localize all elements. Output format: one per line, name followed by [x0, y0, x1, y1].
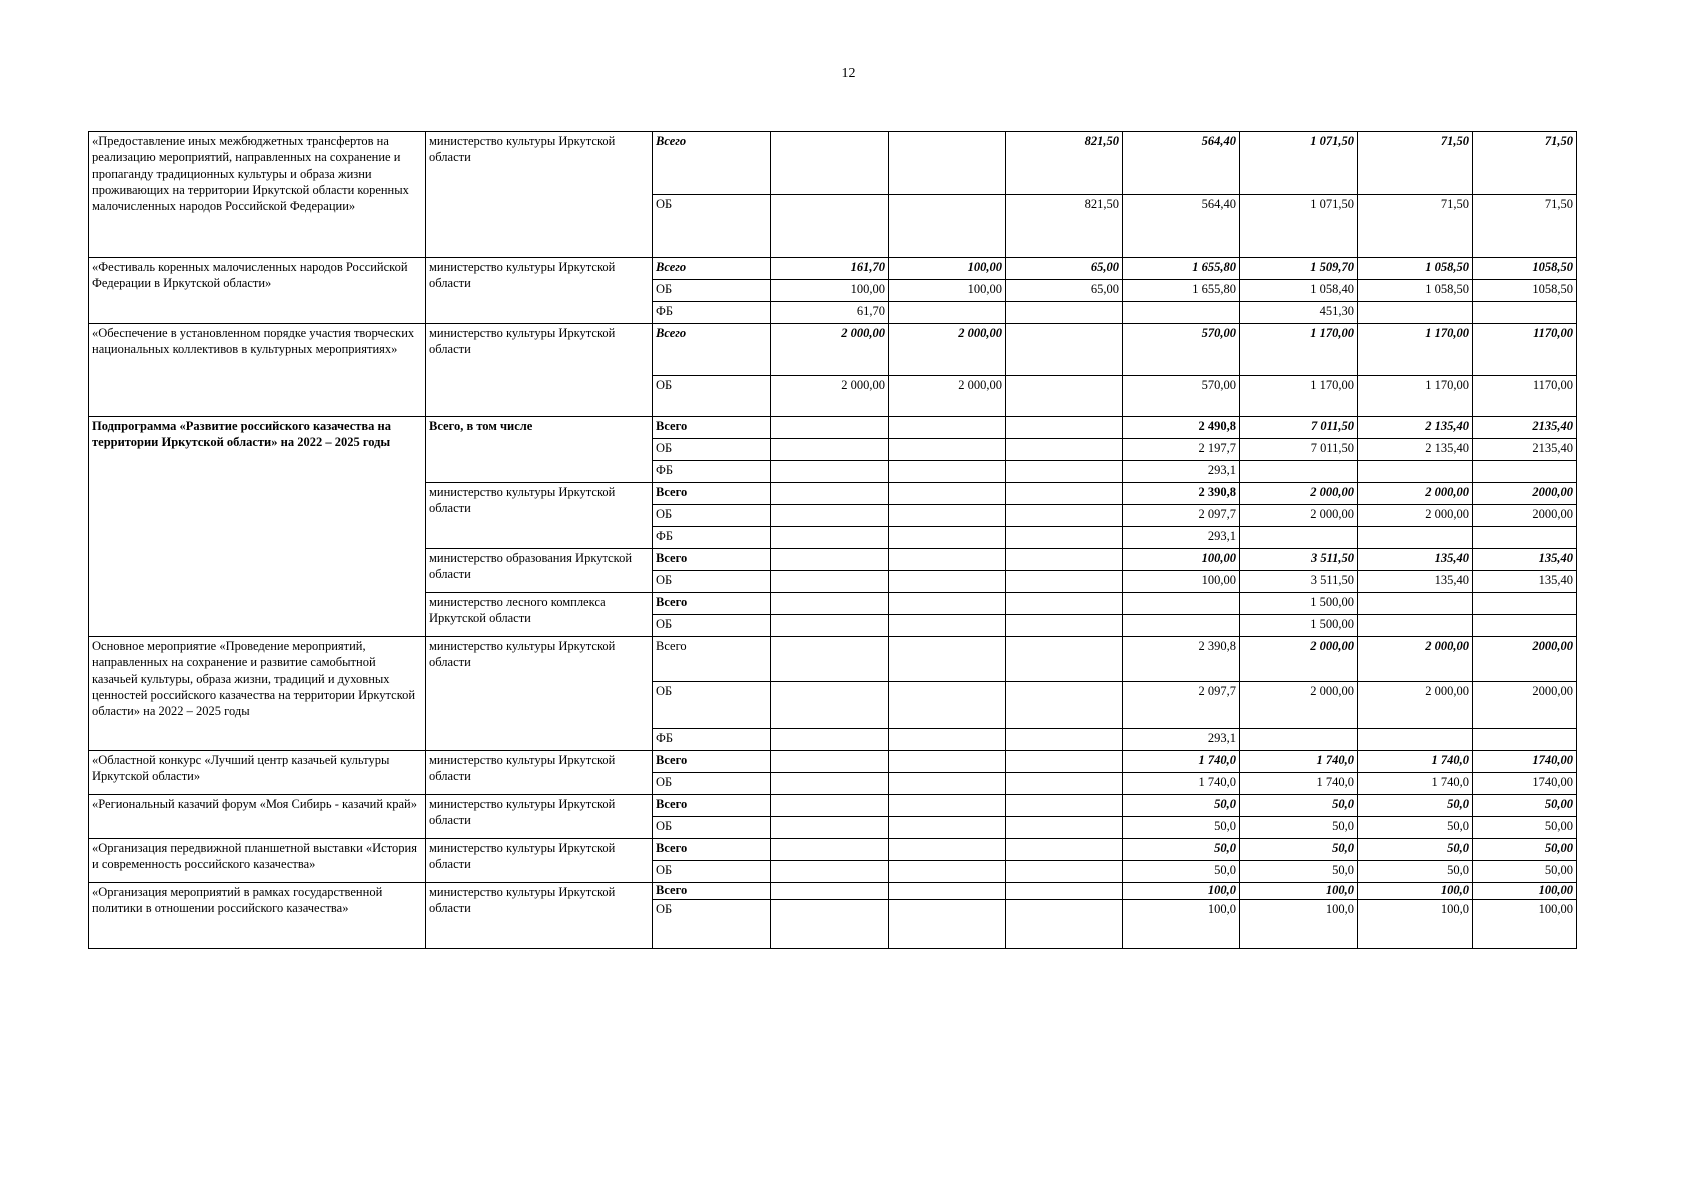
value-cell: 50,0: [1123, 839, 1240, 861]
value-cell: [1473, 729, 1577, 751]
value-cell: [771, 751, 889, 773]
value-cell: [889, 132, 1006, 195]
value-cell: [771, 195, 889, 258]
source-label: Всего: [653, 258, 771, 280]
value-cell: 50,0: [1358, 839, 1473, 861]
value-cell: 50,0: [1358, 861, 1473, 883]
source-label: ФБ: [653, 461, 771, 483]
value-cell: 1 740,0: [1358, 773, 1473, 795]
value-cell: 1 740,0: [1358, 751, 1473, 773]
value-cell: [1006, 682, 1123, 729]
value-cell: [889, 549, 1006, 571]
value-cell: [1006, 483, 1123, 505]
value-cell: 50,0: [1123, 795, 1240, 817]
value-cell: [1123, 615, 1240, 637]
executor: министерство лесного комплекса Иркутской области: [426, 593, 653, 637]
value-cell: 50,0: [1358, 795, 1473, 817]
value-cell: 100,00: [1123, 571, 1240, 593]
value-cell: [771, 132, 889, 195]
value-cell: 2000,00: [1473, 505, 1577, 527]
value-cell: 2000,00: [1473, 682, 1577, 729]
value-cell: [771, 795, 889, 817]
value-cell: 2 000,00: [1240, 637, 1358, 682]
value-cell: 1170,00: [1473, 324, 1577, 376]
source-label: ОБ: [653, 195, 771, 258]
source-label: Всего: [653, 417, 771, 439]
value-cell: 2 000,00: [1240, 505, 1358, 527]
value-cell: 50,0: [1358, 817, 1473, 839]
value-cell: 1 170,00: [1358, 376, 1473, 417]
activity-name: «Предоставление иных межбюджетных трансфертов на реализацию мероприятий, направленных на сохранение и пропаганду традиционных культуры и образа жизни проживающих на территории Иркутской области коренных малочисленных народов Российской Федерации»: [89, 132, 426, 258]
value-cell: 65,00: [1006, 280, 1123, 302]
source-label: Всего: [653, 883, 771, 900]
value-cell: [1473, 461, 1577, 483]
value-cell: [1006, 883, 1123, 900]
value-cell: 1 058,50: [1358, 258, 1473, 280]
value-cell: 1 740,0: [1240, 751, 1358, 773]
value-cell: [889, 682, 1006, 729]
value-cell: [771, 483, 889, 505]
value-cell: [771, 527, 889, 549]
value-cell: [771, 839, 889, 861]
activity-name: Основное мероприятие «Проведение мероприятий, направленных на сохранение и развитие самобытной казачьей культуры, образа жизни, традиций и духовных ценностей российского казачества на территории Иркутской области» на 2022 – 2025 годы: [89, 637, 426, 751]
activity-name: «Региональный казачий форум «Моя Сибирь - казачий край»: [89, 795, 426, 839]
value-cell: [771, 861, 889, 883]
value-cell: [1006, 549, 1123, 571]
value-cell: [1358, 527, 1473, 549]
value-cell: [1006, 615, 1123, 637]
value-cell: 1 058,40: [1240, 280, 1358, 302]
value-cell: 100,0: [1358, 900, 1473, 949]
value-cell: 1 170,00: [1240, 376, 1358, 417]
value-cell: 7 011,50: [1240, 417, 1358, 439]
value-cell: [1240, 461, 1358, 483]
value-cell: [771, 461, 889, 483]
value-cell: [1006, 751, 1123, 773]
source-label: ФБ: [653, 527, 771, 549]
source-label: ОБ: [653, 773, 771, 795]
value-cell: [889, 615, 1006, 637]
value-cell: 2 390,8: [1123, 637, 1240, 682]
value-cell: [1006, 773, 1123, 795]
value-cell: [771, 773, 889, 795]
value-cell: [1473, 593, 1577, 615]
value-cell: [1006, 593, 1123, 615]
value-cell: 1 071,50: [1240, 132, 1358, 195]
value-cell: 100,0: [1240, 883, 1358, 900]
executor: Всего, в том числе: [426, 417, 653, 483]
value-cell: 50,0: [1240, 861, 1358, 883]
value-cell: 1 170,00: [1240, 324, 1358, 376]
value-cell: 61,70: [771, 302, 889, 324]
value-cell: [1006, 637, 1123, 682]
value-cell: 564,40: [1123, 132, 1240, 195]
value-cell: 71,50: [1473, 132, 1577, 195]
source-label: ФБ: [653, 302, 771, 324]
value-cell: 570,00: [1123, 324, 1240, 376]
value-cell: [771, 505, 889, 527]
value-cell: [889, 861, 1006, 883]
value-cell: 1 500,00: [1240, 593, 1358, 615]
value-cell: [1473, 615, 1577, 637]
value-cell: [889, 637, 1006, 682]
source-label: ОБ: [653, 505, 771, 527]
value-cell: 1 500,00: [1240, 615, 1358, 637]
value-cell: [771, 417, 889, 439]
value-cell: 821,50: [1006, 132, 1123, 195]
value-cell: [889, 195, 1006, 258]
value-cell: [889, 571, 1006, 593]
value-cell: [889, 729, 1006, 751]
source-label: ОБ: [653, 376, 771, 417]
value-cell: 2 000,00: [771, 324, 889, 376]
value-cell: [1006, 461, 1123, 483]
value-cell: [1006, 302, 1123, 324]
executor: министерство культуры Иркутской области: [426, 883, 653, 949]
source-label: ОБ: [653, 817, 771, 839]
value-cell: 71,50: [1473, 195, 1577, 258]
value-cell: [1358, 615, 1473, 637]
value-cell: 135,40: [1473, 549, 1577, 571]
value-cell: 1 655,80: [1123, 280, 1240, 302]
value-cell: 50,0: [1123, 861, 1240, 883]
value-cell: 50,00: [1473, 817, 1577, 839]
value-cell: [889, 817, 1006, 839]
value-cell: [771, 883, 889, 900]
source-label: ОБ: [653, 900, 771, 949]
value-cell: 100,0: [1123, 900, 1240, 949]
value-cell: 135,40: [1358, 549, 1473, 571]
value-cell: [889, 883, 1006, 900]
executor: министерство культуры Иркутской области: [426, 795, 653, 839]
value-cell: [889, 773, 1006, 795]
value-cell: [1473, 302, 1577, 324]
value-cell: [1473, 527, 1577, 549]
value-cell: 71,50: [1358, 195, 1473, 258]
value-cell: 2 000,00: [1358, 637, 1473, 682]
value-cell: 293,1: [1123, 729, 1240, 751]
value-cell: 100,0: [1358, 883, 1473, 900]
executor: министерство культуры Иркутской области: [426, 839, 653, 883]
value-cell: 293,1: [1123, 527, 1240, 549]
value-cell: [1006, 900, 1123, 949]
value-cell: 3 511,50: [1240, 549, 1358, 571]
value-cell: [1006, 839, 1123, 861]
value-cell: 451,30: [1240, 302, 1358, 324]
value-cell: [889, 505, 1006, 527]
value-cell: 2 097,7: [1123, 505, 1240, 527]
value-cell: 1 170,00: [1358, 324, 1473, 376]
value-cell: 1 058,50: [1358, 280, 1473, 302]
value-cell: 161,70: [771, 258, 889, 280]
value-cell: [771, 817, 889, 839]
executor: министерство культуры Иркутской области: [426, 324, 653, 417]
source-label: ОБ: [653, 280, 771, 302]
value-cell: [889, 302, 1006, 324]
value-cell: 135,40: [1473, 571, 1577, 593]
value-cell: 1 509,70: [1240, 258, 1358, 280]
value-cell: [889, 439, 1006, 461]
value-cell: [1006, 527, 1123, 549]
value-cell: [771, 637, 889, 682]
source-label: Всего: [653, 483, 771, 505]
value-cell: [771, 729, 889, 751]
value-cell: [889, 839, 1006, 861]
value-cell: [1006, 817, 1123, 839]
value-cell: [889, 483, 1006, 505]
value-cell: 1 071,50: [1240, 195, 1358, 258]
value-cell: 2 390,8: [1123, 483, 1240, 505]
executor: министерство образования Иркутской области: [426, 549, 653, 593]
value-cell: 2 000,00: [771, 376, 889, 417]
value-cell: 100,00: [1473, 900, 1577, 949]
source-label: ОБ: [653, 439, 771, 461]
activity-name: «Фестиваль коренных малочисленных народов Российской Федерации в Иркутской области»: [89, 258, 426, 324]
value-cell: 2 197,7: [1123, 439, 1240, 461]
value-cell: [1358, 461, 1473, 483]
value-cell: 2 000,00: [1358, 505, 1473, 527]
value-cell: [771, 682, 889, 729]
value-cell: [889, 751, 1006, 773]
value-cell: [1006, 439, 1123, 461]
value-cell: [889, 795, 1006, 817]
value-cell: [1006, 505, 1123, 527]
value-cell: 564,40: [1123, 195, 1240, 258]
value-cell: 50,0: [1123, 817, 1240, 839]
value-cell: 71,50: [1358, 132, 1473, 195]
value-cell: 100,0: [1240, 900, 1358, 949]
value-cell: 50,00: [1473, 839, 1577, 861]
value-cell: [1006, 324, 1123, 376]
value-cell: 2000,00: [1473, 483, 1577, 505]
value-cell: [1006, 376, 1123, 417]
value-cell: [1006, 729, 1123, 751]
source-label: ОБ: [653, 861, 771, 883]
value-cell: 2 000,00: [889, 376, 1006, 417]
value-cell: 100,00: [1123, 549, 1240, 571]
value-cell: 100,0: [1123, 883, 1240, 900]
value-cell: [1006, 795, 1123, 817]
source-label: Всего: [653, 795, 771, 817]
value-cell: 50,0: [1240, 817, 1358, 839]
value-cell: 1 740,0: [1240, 773, 1358, 795]
activity-name: «Организация передвижной планшетной выставки «История и современность российского казачества»: [89, 839, 426, 883]
value-cell: 50,0: [1240, 839, 1358, 861]
value-cell: 2 135,40: [1358, 417, 1473, 439]
value-cell: 100,00: [1473, 883, 1577, 900]
value-cell: 2 000,00: [1240, 483, 1358, 505]
value-cell: 100,00: [889, 258, 1006, 280]
executor: министерство культуры Иркутской области: [426, 132, 653, 258]
value-cell: 1058,50: [1473, 280, 1577, 302]
value-cell: 135,40: [1358, 571, 1473, 593]
value-cell: [1358, 729, 1473, 751]
value-cell: [889, 900, 1006, 949]
value-cell: 1 655,80: [1123, 258, 1240, 280]
value-cell: 2 097,7: [1123, 682, 1240, 729]
source-label: ОБ: [653, 682, 771, 729]
executor: министерство культуры Иркутской области: [426, 751, 653, 795]
source-label: Всего: [653, 751, 771, 773]
source-label: Всего: [653, 839, 771, 861]
value-cell: 293,1: [1123, 461, 1240, 483]
value-cell: 2135,40: [1473, 417, 1577, 439]
executor: министерство культуры Иркутской области: [426, 258, 653, 324]
value-cell: 65,00: [1006, 258, 1123, 280]
value-cell: 50,0: [1240, 795, 1358, 817]
value-cell: [889, 461, 1006, 483]
value-cell: [1006, 571, 1123, 593]
source-label: ОБ: [653, 615, 771, 637]
value-cell: 1 740,0: [1123, 773, 1240, 795]
value-cell: 2000,00: [1473, 637, 1577, 682]
value-cell: [1006, 417, 1123, 439]
value-cell: [771, 571, 889, 593]
value-cell: 3 511,50: [1240, 571, 1358, 593]
value-cell: [771, 593, 889, 615]
value-cell: 2 000,00: [1358, 483, 1473, 505]
value-cell: [1006, 861, 1123, 883]
executor: министерство культуры Иркутской области: [426, 483, 653, 549]
value-cell: 1058,50: [1473, 258, 1577, 280]
value-cell: 100,00: [771, 280, 889, 302]
value-cell: 1170,00: [1473, 376, 1577, 417]
value-cell: 1740,00: [1473, 773, 1577, 795]
page-number: 12: [841, 66, 856, 81]
value-cell: [1358, 302, 1473, 324]
budget-table: [88, 131, 1577, 949]
value-cell: [771, 900, 889, 949]
source-label: Всего: [653, 132, 771, 195]
value-cell: [1240, 527, 1358, 549]
value-cell: [1358, 593, 1473, 615]
activity-name: «Организация мероприятий в рамках государственной политики в отношении российского казачества»: [89, 883, 426, 949]
executor: министерство культуры Иркутской области: [426, 637, 653, 751]
value-cell: 2 000,00: [889, 324, 1006, 376]
source-label: ОБ: [653, 571, 771, 593]
value-cell: 2 135,40: [1358, 439, 1473, 461]
value-cell: 7 011,50: [1240, 439, 1358, 461]
source-label: Всего: [653, 324, 771, 376]
value-cell: 50,00: [1473, 861, 1577, 883]
activity-name: «Обеспечение в установленном порядке участия творческих национальных коллективов в культурных мероприятиях»: [89, 324, 426, 417]
value-cell: 1740,00: [1473, 751, 1577, 773]
value-cell: [889, 527, 1006, 549]
value-cell: [771, 439, 889, 461]
subprogram-name: Подпрограмма «Развитие российского казачества на территории Иркутской области» на 2022 – 2025 годы: [89, 417, 426, 637]
value-cell: [1240, 729, 1358, 751]
source-label: Всего: [653, 637, 771, 682]
value-cell: 2135,40: [1473, 439, 1577, 461]
value-cell: 2 000,00: [1358, 682, 1473, 729]
value-cell: 100,00: [889, 280, 1006, 302]
value-cell: [889, 593, 1006, 615]
value-cell: 50,00: [1473, 795, 1577, 817]
value-cell: 821,50: [1006, 195, 1123, 258]
value-cell: 2 490,8: [1123, 417, 1240, 439]
value-cell: [771, 549, 889, 571]
value-cell: 2 000,00: [1240, 682, 1358, 729]
value-cell: [771, 615, 889, 637]
value-cell: 570,00: [1123, 376, 1240, 417]
value-cell: 1 740,0: [1123, 751, 1240, 773]
value-cell: [889, 417, 1006, 439]
source-label: ФБ: [653, 729, 771, 751]
value-cell: [1123, 302, 1240, 324]
source-label: Всего: [653, 593, 771, 615]
value-cell: [1123, 593, 1240, 615]
activity-name: «Областной конкурс «Лучший центр казачьей культуры Иркутской области»: [89, 751, 426, 795]
source-label: Всего: [653, 549, 771, 571]
